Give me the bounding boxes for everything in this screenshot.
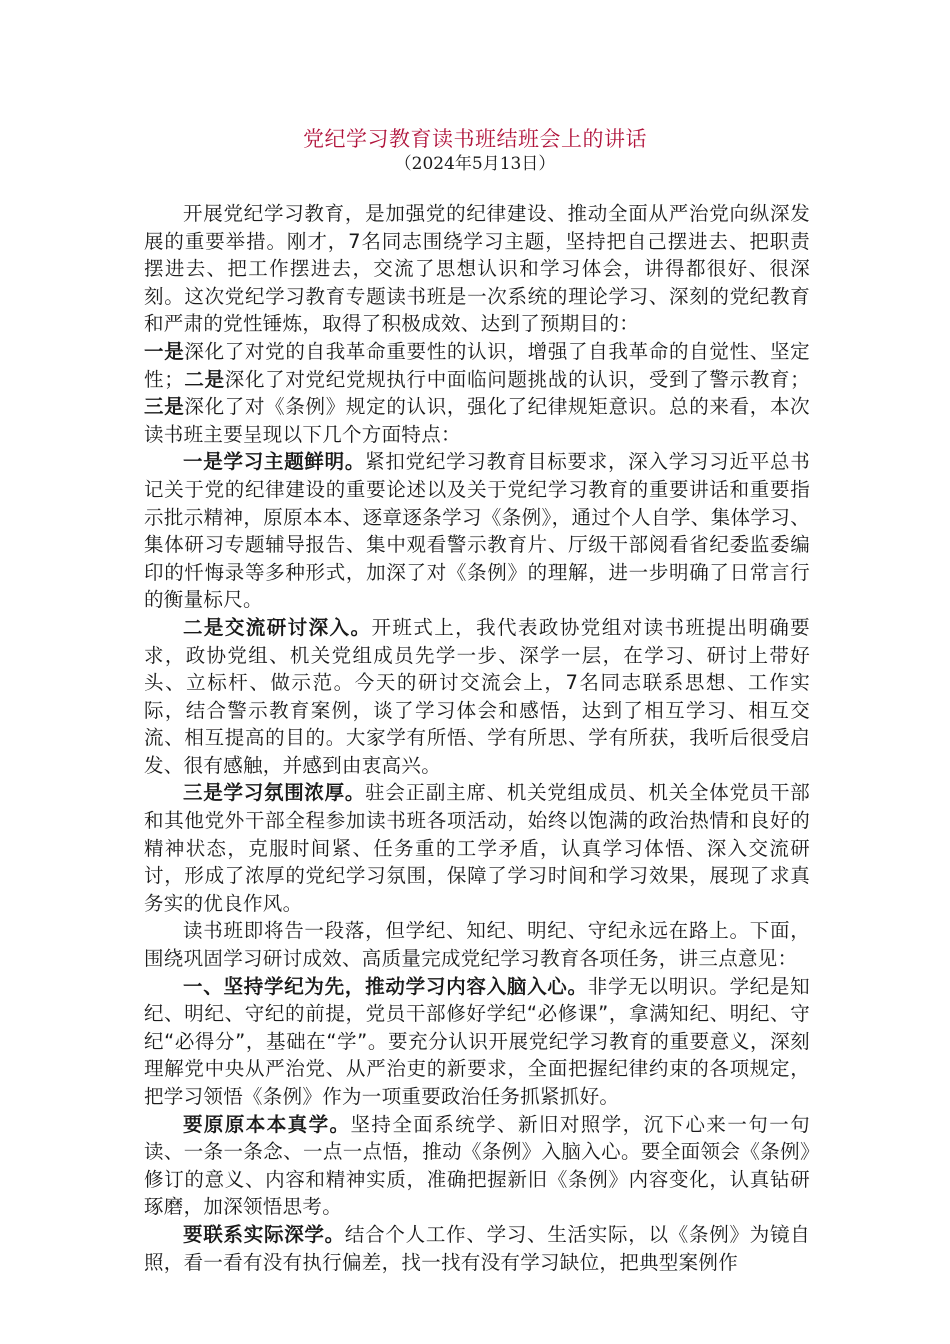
paragraph-text: 驻会正副主席、机关党组成员、机关全体党员干部和其他党外干部全程参加读书班各项活动，始终以饱满的政治热情和良好的精神状态，克服时间紧、任务重的工学矛盾，认真学习体悟、深入交流研讨，形成了浓厚的党纪学习氛围，保障了学习时间和学习效果，展现了求真务实的优良作风。 (144, 781, 810, 915)
outcome-2-lead: 二是 (184, 367, 225, 391)
outcome-1-text: 深化了对党的自我革命重要性的认识，增强了自我革命的自觉性、坚定性； (144, 339, 810, 391)
paragraph-feature-1 (144, 448, 810, 614)
paragraph-lead: 三是学习氛围浓厚。 (183, 781, 366, 805)
outcome-3-text: 深化了对《条例》规定的认识，强化了纪律规矩意识。总的来看，本次读书班主要呈现以下几个方面特点： (144, 395, 810, 446)
paragraph-feature-3 (144, 779, 810, 917)
paragraph-intro (144, 200, 810, 338)
paragraph-text: 开展党纪学习教育，是加强党的纪律建设、推动全面从严治党向纵深发展的重要举措。刚才，7名同志围绕学习主题，坚持把自己摆进去、把职责摆进去、把工作摆进去，交流了思想认识和学习体会，讲得都很好、很深刻。这次党纪学习教育专题读书班是一次系统的理论学习、深刻的党纪教育和严肃的党性锤炼，取得了积极成效、达到了预期目的： (144, 202, 810, 336)
paragraph-text: 坚持全面系统学、新旧对照学，沉下心来一句一句读、一条一条念、一点一点悟，推动《条例》入脑入心。要全面领会《条例》修订的意义、内容和精神实质，准确把握新旧《条例》内容变化，认真钻研琢磨，加深领悟思考。 (144, 1112, 810, 1219)
document-body (144, 200, 810, 1276)
paragraph-lead: 要原原本本真学。 (183, 1112, 351, 1136)
outcome-3-lead: 三是 (144, 395, 185, 419)
paragraph-lead: 二是交流研讨深入。 (183, 615, 372, 639)
outcome-1-lead: 一是 (144, 339, 185, 363)
paragraph-transition (144, 917, 810, 972)
paragraph-feature-2 (144, 614, 810, 780)
paragraph-outcomes (144, 338, 810, 448)
outcome-2-text: 深化了对党纪党规执行中面临问题挑战的认识，受到了警示教育； (224, 367, 810, 391)
paragraph-text: 读书班即将告一段落，但学纪、知纪、明纪、守纪永远在路上。下面，围绕巩固学习研讨成效、高质量完成党纪学习教育各项任务，讲三点意见： (144, 919, 810, 971)
paragraph-text: 结合个人工作、学习、生活实际，以《条例》为镜自照，看一看有没有执行偏差，找一找有没有学习缺位，把典型案例作 (144, 1222, 810, 1274)
paragraph-point-1 (144, 973, 810, 1111)
paragraph-text: 紧扣党纪学习教育目标要求，深入学习习近平总书记关于党的纪律建设的重要论述以及关于党纪学习教育的重要讲话和重要指示批示精神，原原本本、逐章逐条学习《条例》，通过个人自学、集体学习、集体研习专题辅导报告、集中观看警示教育片、厅级干部阅看省纪委监委编印的忏悔录等多种形式，加深了对《条例》的理解，进一步明确了日常言行的衡量标尺。 (144, 450, 810, 612)
paragraph-text: 非学无以明识。学纪是知纪、明纪、守纪的前提，党员干部修好学纪“必修课”，拿满知纪、明纪、守纪“必得分”，基础在“学”。要充分认识开展党纪学习教育的重要意义，深刻理解党中央从严治党、从严治吏的新要求，全面把握纪律约束的各项规定，把学习领悟《条例》作为一项重要政治任务抓紧抓好。 (144, 974, 810, 1108)
paragraph-lead: 要联系实际深学。 (183, 1222, 345, 1246)
paragraph-sub-1 (144, 1111, 810, 1221)
document-title: 党纪学习教育读书班结班会上的讲话 (303, 127, 647, 151)
paragraph-lead: 一、坚持学纪为先，推动学习内容入脑入心。 (183, 974, 588, 998)
document-date: （2024年5月13日） (394, 154, 556, 174)
paragraph-sub-2 (144, 1221, 810, 1276)
paragraph-lead: 一是学习主题鲜明。 (183, 450, 366, 474)
paragraph-text: 开班式上，我代表政协党组对读书班提出明确要求，政协党组、机关党组成员先学一步、深学一层，在学习、研讨上带好头、立标杆、做示范。今天的研讨交流会上，7名同志联系思想、工作实际，结合警示教育案例，谈了学习体会和感悟，达到了相互学习、相互交流、相互提高的目的。大家学有所悟、学有所思、学有所获，我听后很受启发、很有感触，并感到由衷高兴。 (144, 615, 810, 777)
